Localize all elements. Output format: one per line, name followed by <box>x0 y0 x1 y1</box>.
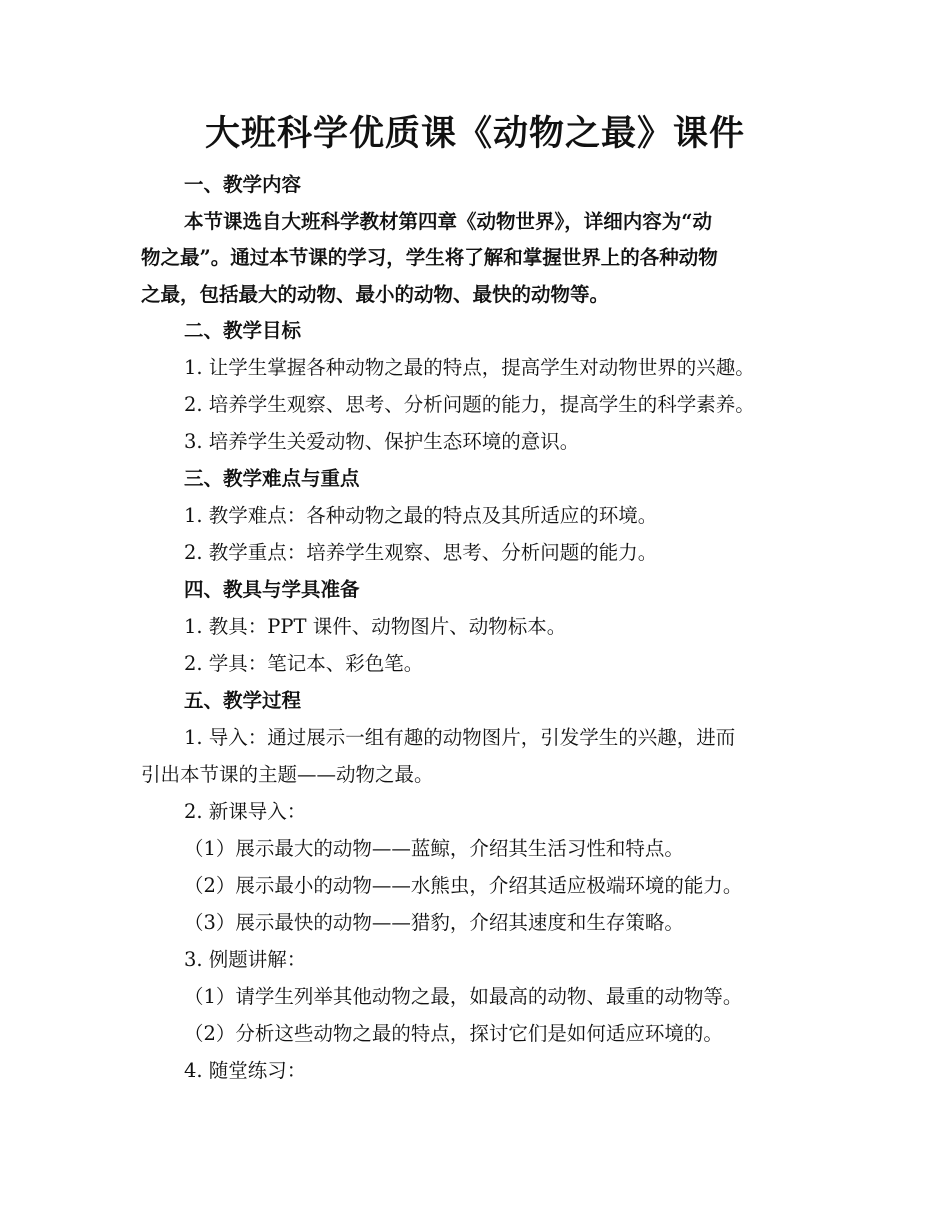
section-heading-tools: 四、教具与学具准备 <box>184 578 360 601</box>
paragraph-line: 之最，包括最大的动物、最小的动物、最快的动物等。 <box>141 283 610 306</box>
list-item: 1. 教学难点：各种动物之最的特点及其所适应的环境。 <box>184 504 658 527</box>
list-item: 3. 例题讲解： <box>184 948 307 971</box>
list-item: 1. 教具：PPT 课件、动物图片、动物标本。 <box>184 615 567 638</box>
list-item: 2. 新课导入： <box>184 800 307 823</box>
sub-list-item: （1）请学生列举其他动物之最，如最高的动物、最重的动物等。 <box>184 985 743 1008</box>
section-heading-content: 一、教学内容 <box>184 173 302 196</box>
list-item: 1. 导入：通过展示一组有趣的动物图片，引发学生的兴趣，进而 <box>184 726 736 749</box>
list-item: 1. 让学生掌握各种动物之最的特点，提高学生对动物世界的兴趣。 <box>184 356 755 379</box>
sub-list-item: （3）展示最快的动物——猎豹，介绍其速度和生存策略。 <box>184 911 684 934</box>
paragraph-line: 本节课选自大班科学教材第四章《动物世界》，详细内容为“动 <box>184 210 712 233</box>
section-heading-difficulties: 三、教学难点与重点 <box>184 467 360 490</box>
section-heading-process: 五、教学过程 <box>184 689 302 712</box>
sub-list-item: （1）展示最大的动物——蓝鲸，介绍其生活习性和特点。 <box>184 837 684 860</box>
list-item: 2. 学具：笔记本、彩色笔。 <box>184 652 424 675</box>
paragraph-line: 物之最”。通过本节课的学习，学生将了解和掌握世界上的各种动物 <box>141 246 718 269</box>
section-heading-objectives: 二、教学目标 <box>184 319 302 342</box>
document-title: 大班科学优质课《动物之最》课件 <box>204 113 745 154</box>
list-item: 2. 教学重点：培养学生观察、思考、分析问题的能力。 <box>184 541 658 564</box>
list-item: 2. 培养学生观察、思考、分析问题的能力，提高学生的科学素养。 <box>184 393 755 416</box>
list-item-continuation: 引出本节课的主题——动物之最。 <box>141 763 434 786</box>
list-item: 4. 随堂练习： <box>184 1059 307 1082</box>
sub-list-item: （2）分析这些动物之最的特点，探讨它们是如何适应环境的。 <box>184 1022 723 1045</box>
sub-list-item: （2）展示最小的动物——水熊虫，介绍其适应极端环境的能力。 <box>184 874 743 897</box>
list-item: 3. 培养学生关爱动物、保护生态环境的意识。 <box>184 430 580 453</box>
